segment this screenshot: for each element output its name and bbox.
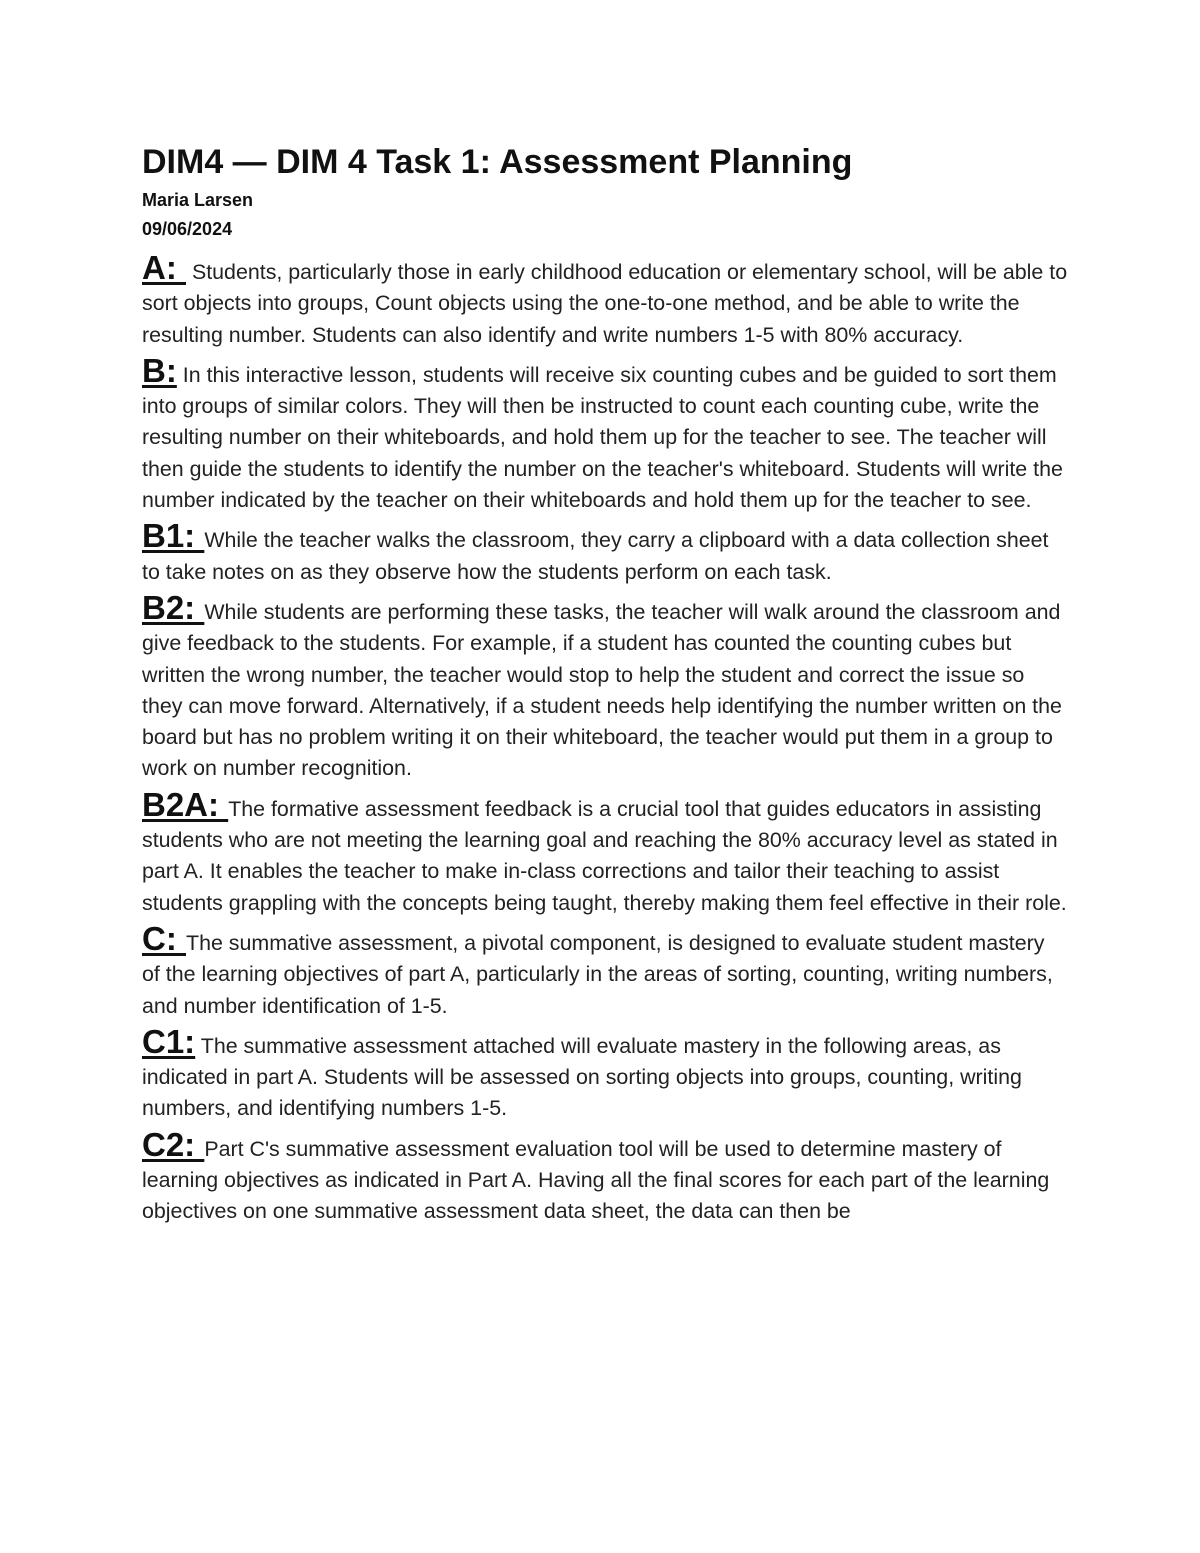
section-label: B: xyxy=(142,351,177,389)
section-text: While the teacher walks the classroom, they carry a clipboard with a data collection sheet to take notes on as they observe how the students perform on each task. xyxy=(142,528,1049,584)
section-b2a xyxy=(142,785,1068,919)
section-label: B1: xyxy=(142,517,205,555)
section-c1 xyxy=(142,1022,1068,1125)
section-b2 xyxy=(142,588,1068,785)
section-text: While students are performing these tasks, the teacher will walk around the classroom and give feedback to the students. For example, if a student has counted the counting cubes but written the wrong number, the teacher would stop to help the student and correct the issue so they can move forward. Alternatively, if a student needs help identifying the number written on the board but has no problem writing it on their whiteboard, the teacher would put them in a group to work on number recognition. xyxy=(142,599,1062,781)
section-b xyxy=(142,351,1068,516)
author-name: Maria Larsen xyxy=(142,190,254,210)
section-text: Part C's summative assessment evaluation tool will be used to determine mastery of learning objectives as indicated in Part A. Having all the final scores for each part of the learning objectives on one summative assessment data sheet, the data can then be xyxy=(142,1136,1050,1224)
section-label: C2: xyxy=(142,1125,205,1163)
document-page xyxy=(142,140,1068,1228)
document-date: 09/06/2024 xyxy=(142,219,233,239)
section-c xyxy=(142,919,1068,1022)
section-text: The summative assessment, a pivotal component, is designed to evaluate student mastery of the learning objectives of part A, particularly in the areas of sorting, counting, writing numbers, and number identification of 1-5. xyxy=(142,930,1053,1018)
section-text: Students, particularly those in early childhood education or elementary school, will be able to sort objects into groups, Count objects using the one-to-one method, and be able to write the resulting number. Students can also identify and write numbers 1-5 with 80% accuracy. xyxy=(142,260,1068,347)
section-c2 xyxy=(142,1125,1068,1228)
section-label: B2: xyxy=(142,588,205,626)
section-label: C: xyxy=(142,919,186,957)
section-label: A: xyxy=(142,249,186,286)
section-text: The formative assessment feedback is a crucial tool that guides educators in assisting students who are not meeting the learning goal and reaching the 80% accuracy level as stated in part A. It enables the teacher to make in-class corrections and tailor their teaching to assist students grappling with the concepts being taught, thereby making them feel effective in their role. xyxy=(142,796,1067,915)
section-text: The summative assessment attached will evaluate mastery in the following areas, as indicated in part A. Students will be assessed on sorting objects into groups, counting, writing numbers, and identifying numbers 1-5. xyxy=(142,1033,1022,1121)
section-label: C1: xyxy=(142,1022,196,1060)
section-label: B2A: xyxy=(142,785,229,823)
section-text: In this interactive lesson, students will receive six counting cubes and be guided to sort them into groups of similar colors. They will then be instructed to count each counting cube, write the resulting number on their whiteboards, and hold them up for the teacher to see. The teacher will then guide the students to identify the number on the teacher's whiteboard. Students will write the number indicated by the teacher on their whiteboards and hold them up for the teacher to see. xyxy=(142,362,1063,513)
document-title: DIM4 — DIM 4 Task 1: Assessment Planning xyxy=(142,143,853,181)
section-b1 xyxy=(142,517,1068,588)
section-a xyxy=(142,249,1068,351)
